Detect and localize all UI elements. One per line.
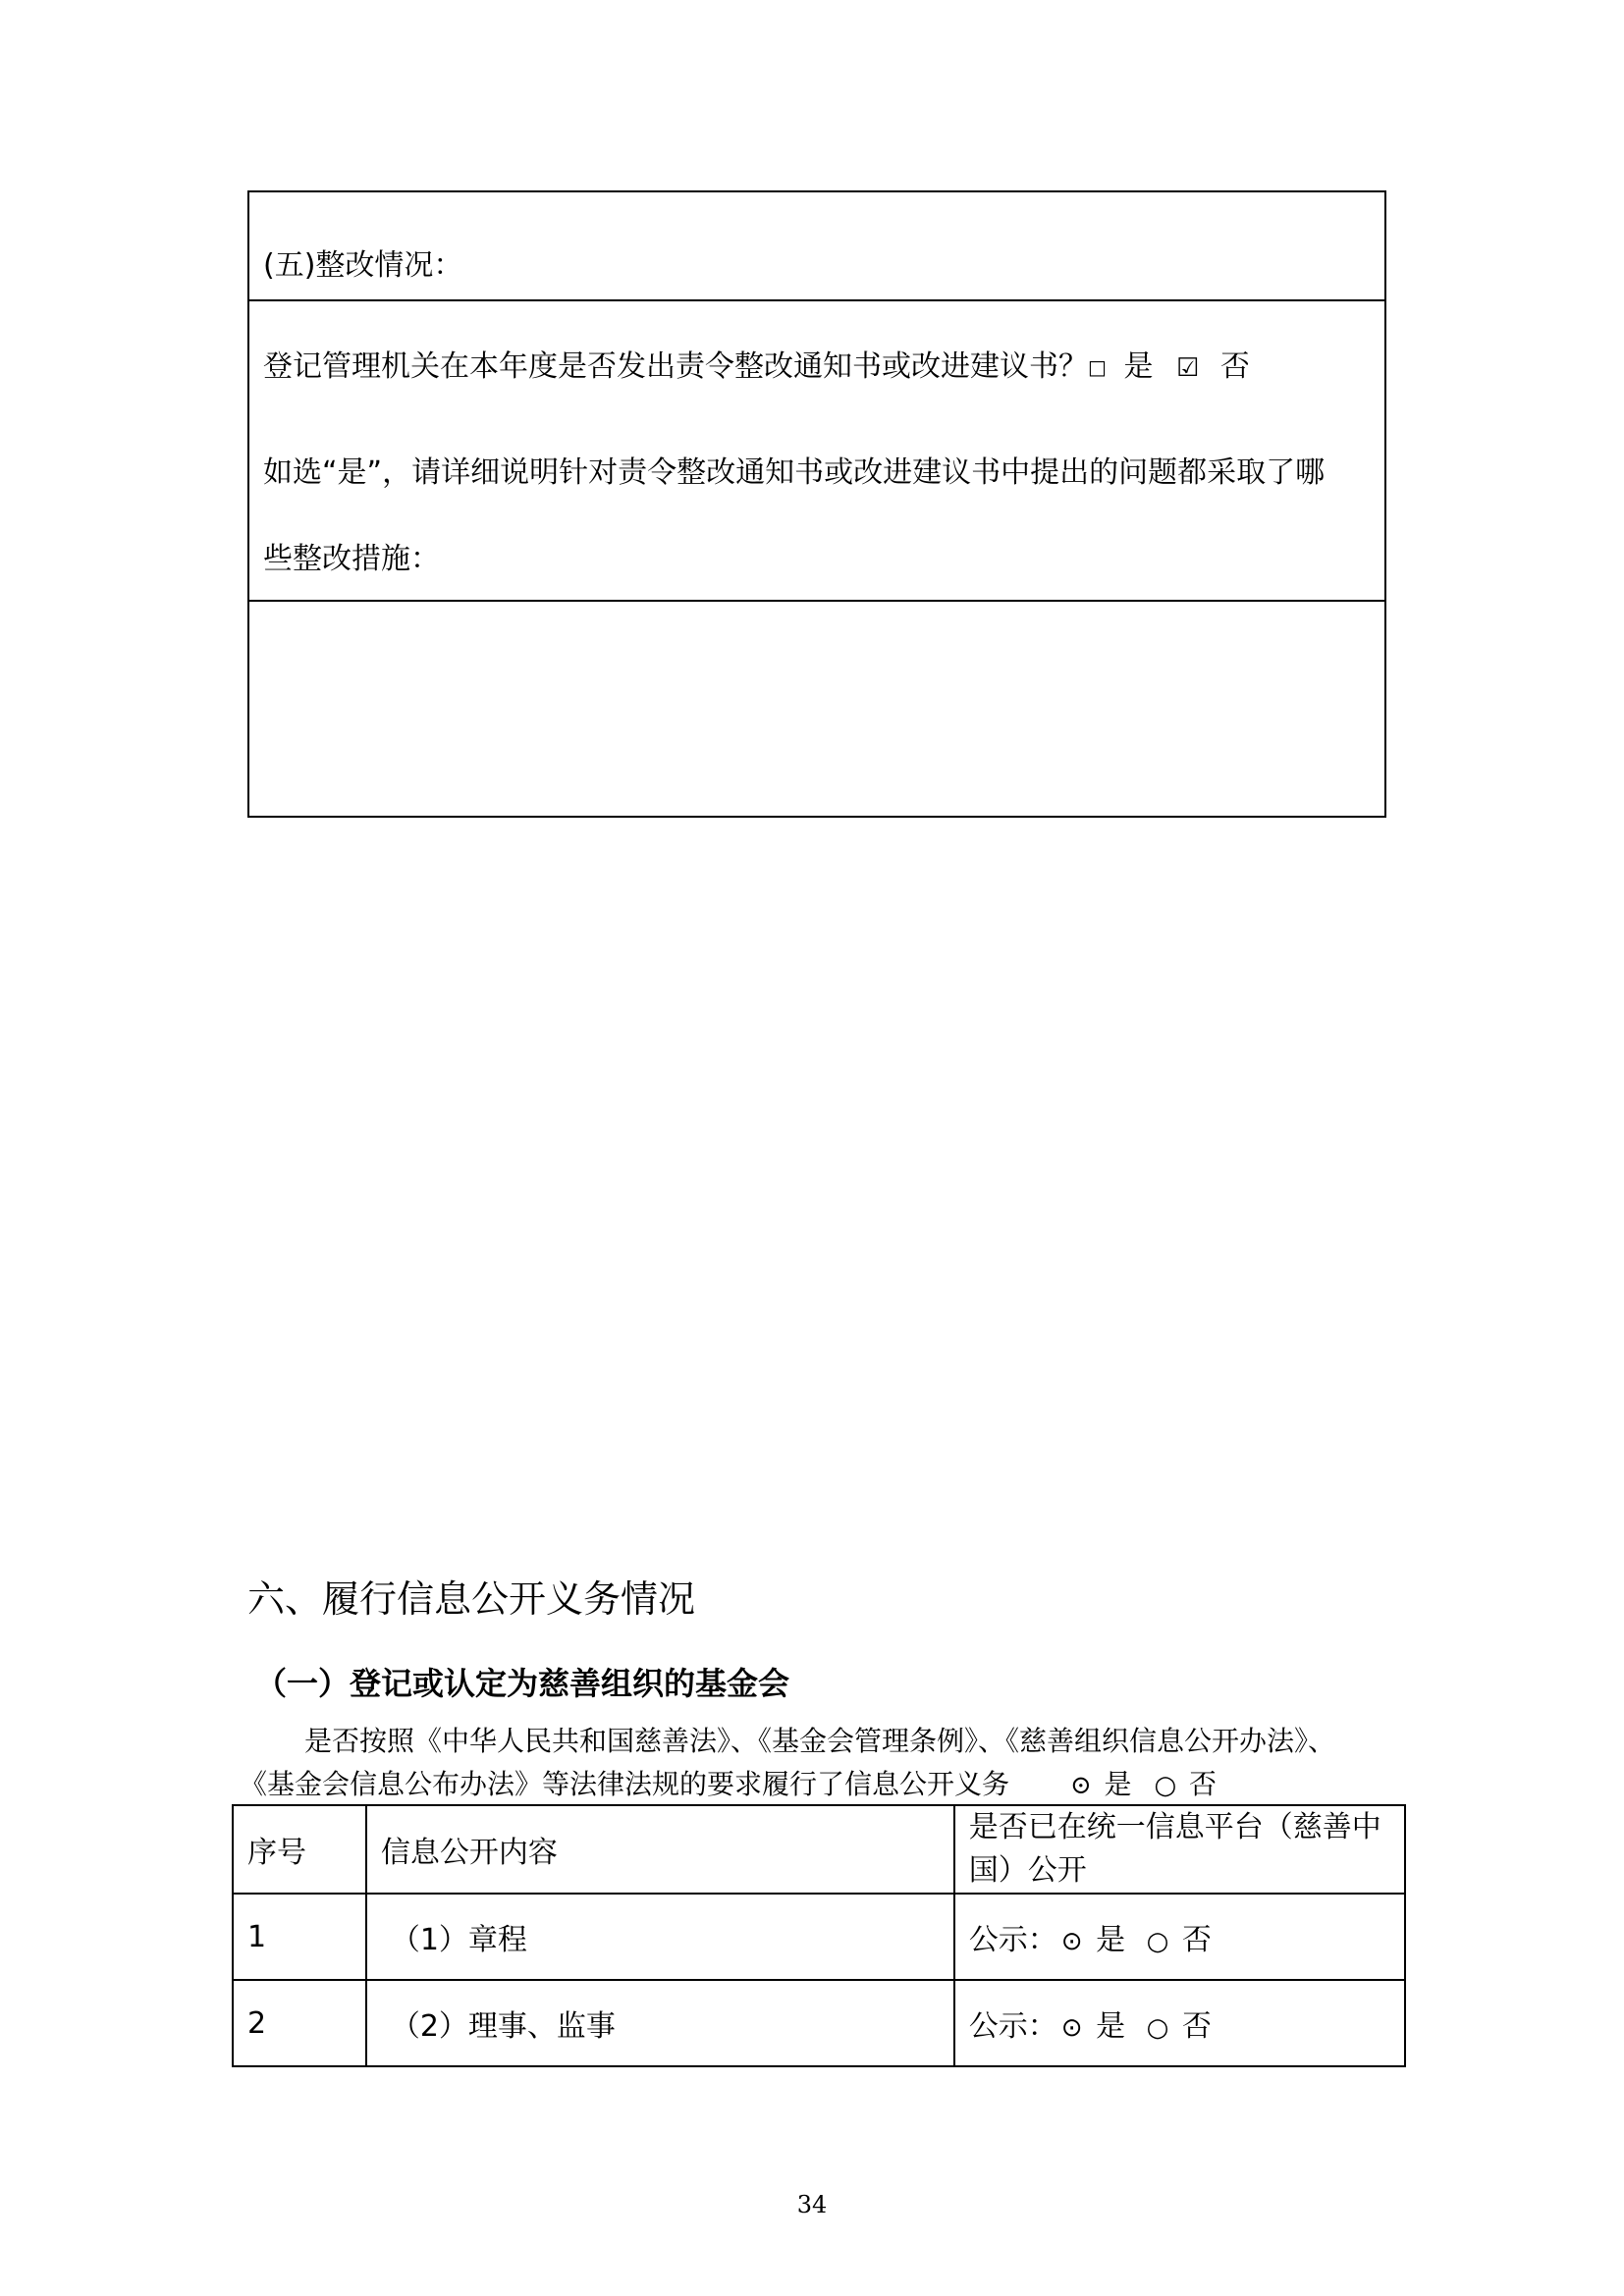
header-platform-line2: 国）公开 [968, 1853, 1087, 1888]
radio-unselected-icon[interactable]: ○ [1146, 1927, 1169, 1956]
section-subtitle: （一）登记或认定为慈善组织的基金会 [255, 1665, 790, 1702]
status-yes-label: 是 [1096, 1923, 1126, 1957]
header-content: 信息公开内容 [366, 1805, 954, 1894]
rectification-question-line [263, 349, 1250, 384]
status-no-label: 否 [1181, 1923, 1212, 1957]
header-no: 序号 [233, 1805, 366, 1894]
status-label: 公示： [968, 1923, 1057, 1957]
rectification-question: 登记管理机关在本年度是否发出责令整改通知书或改进建议书？ [263, 349, 1088, 384]
radio-selected-icon[interactable]: ⊙ [1060, 1927, 1083, 1956]
disclosure-yes-label: 是 [1104, 1768, 1132, 1800]
row-content: （2）理事、监事 [366, 1980, 954, 2066]
option-yes-label: 是 [1123, 349, 1154, 384]
row-no: 2 [233, 1980, 366, 2066]
header-platform [954, 1805, 1405, 1894]
rectification-header-row [249, 192, 1384, 301]
rectification-question-row [249, 301, 1384, 602]
option-no-label: 否 [1219, 349, 1250, 384]
rectification-instruction-line2: 些整改措施： [263, 542, 440, 576]
table-row [233, 1980, 1405, 2066]
rectification-instruction-line1: 如选“是”，请详细说明针对责令整改通知书或改进建议书中提出的问题都采取了哪 [263, 455, 1326, 490]
status-yes-label: 是 [1096, 2009, 1126, 2044]
table-row [233, 1894, 1405, 1980]
section-title: 六、履行信息公开义务情况 [247, 1577, 696, 1621]
unchecked-box-icon[interactable]: □ [1088, 355, 1107, 379]
row-content: （1）章程 [366, 1894, 954, 1980]
radio-selected-icon[interactable]: ⊙ [1060, 2013, 1083, 2043]
row-no: 1 [233, 1894, 366, 1980]
status-label: 公示： [968, 2009, 1057, 2044]
rectification-answer-area[interactable] [249, 602, 1384, 816]
status-no-label: 否 [1181, 2009, 1212, 2044]
row-status [954, 1894, 1405, 1980]
rectification-heading: (五)整改情况： [263, 247, 463, 283]
rectification-box [247, 190, 1386, 818]
row-status [954, 1980, 1405, 2066]
disclosure-table [232, 1804, 1406, 2067]
disclosure-paragraph-text: 《基金会信息公布办法》等法律法规的要求履行了信息公开义务 [240, 1768, 1010, 1800]
disclosure-no-label: 否 [1189, 1768, 1218, 1800]
table-header-row [233, 1805, 1405, 1894]
header-platform-line1: 是否已在统一信息平台（慈善中 [968, 1810, 1381, 1844]
radio-unselected-icon[interactable]: ○ [1154, 1771, 1177, 1800]
disclosure-paragraph-line1: 是否按照《中华人民共和国慈善法》、《基金会管理条例》、《慈善组织信息公开办法》、 [304, 1725, 1336, 1757]
radio-selected-icon[interactable]: ⊙ [1069, 1771, 1092, 1800]
page-number: 34 [796, 2191, 828, 2218]
radio-unselected-icon[interactable]: ○ [1146, 2013, 1169, 2043]
checked-box-icon[interactable]: ☑ [1176, 353, 1200, 383]
disclosure-paragraph-line2 [240, 1763, 1217, 1802]
